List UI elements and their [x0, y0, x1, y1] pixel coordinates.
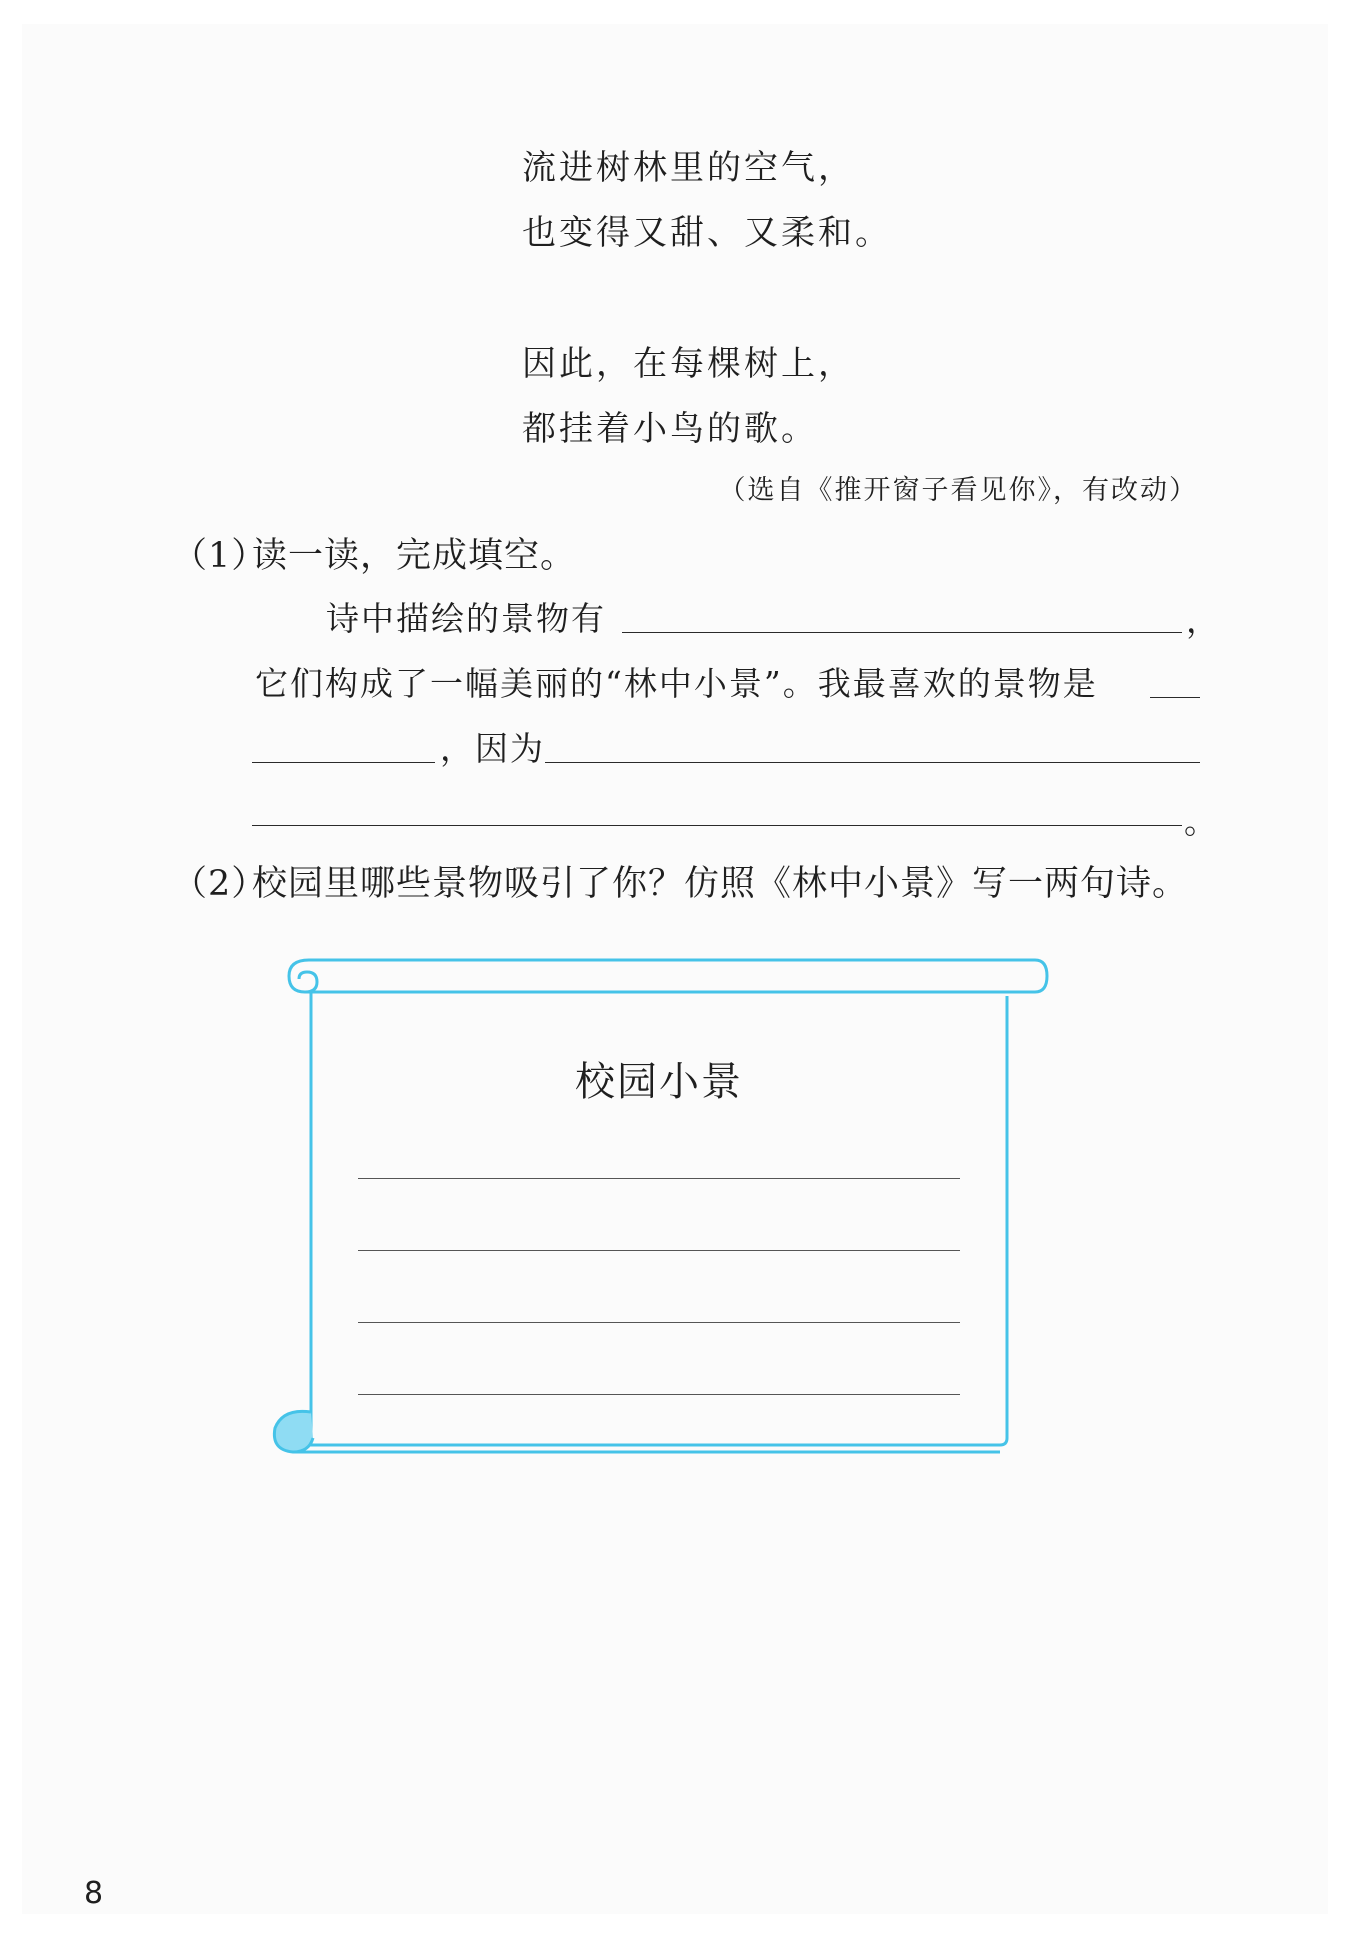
scroll-top-roller	[305, 960, 1047, 992]
poem-line: 也变得又甜、又柔和。	[522, 213, 892, 253]
scroll-frame	[265, 950, 1055, 1480]
writing-line[interactable]	[358, 1178, 960, 1179]
poem-line: 因此，在每棵树上，	[522, 344, 855, 384]
fill-line-1-end: ，	[1186, 601, 1221, 640]
fill-line-1-text: 诗中描绘的景物有	[326, 599, 606, 638]
poem-source: （选自《推开窗子看见你》，有改动）	[718, 475, 1198, 506]
question-2-number: （2）	[172, 864, 268, 904]
question-2-prompt: 校园里哪些景物吸引了你？仿照《林中小景》写一两句诗。	[252, 864, 1189, 904]
poem-line: 都挂着小鸟的歌。	[522, 409, 818, 449]
writing-line[interactable]	[358, 1250, 960, 1251]
poem-line: 流进树林里的空气，	[522, 148, 855, 188]
writing-line[interactable]	[358, 1322, 960, 1323]
fill-line-2-text: 它们构成了一幅美丽的“林中小景”。我最喜欢的景物是	[255, 664, 1098, 703]
fill-line-4-end: 。	[1184, 802, 1219, 841]
scroll-bottom-curl	[274, 1411, 313, 1452]
answer-blank-reason[interactable]	[545, 762, 1200, 763]
answer-blank-reason-cont[interactable]	[252, 825, 1182, 826]
answer-blank-scenery[interactable]	[622, 632, 1182, 633]
writing-line[interactable]	[358, 1394, 960, 1395]
page-number: 8	[84, 1876, 104, 1911]
question-1-prompt: 读一读，完成填空。	[252, 536, 577, 576]
question-1-number: （1）	[172, 536, 268, 576]
scroll-title: 校园小景	[575, 1059, 743, 1105]
fill-line-3-text: ，因为	[440, 729, 545, 768]
answer-blank-favorite-cont[interactable]	[252, 762, 435, 763]
answer-blank-favorite[interactable]	[1150, 697, 1200, 698]
